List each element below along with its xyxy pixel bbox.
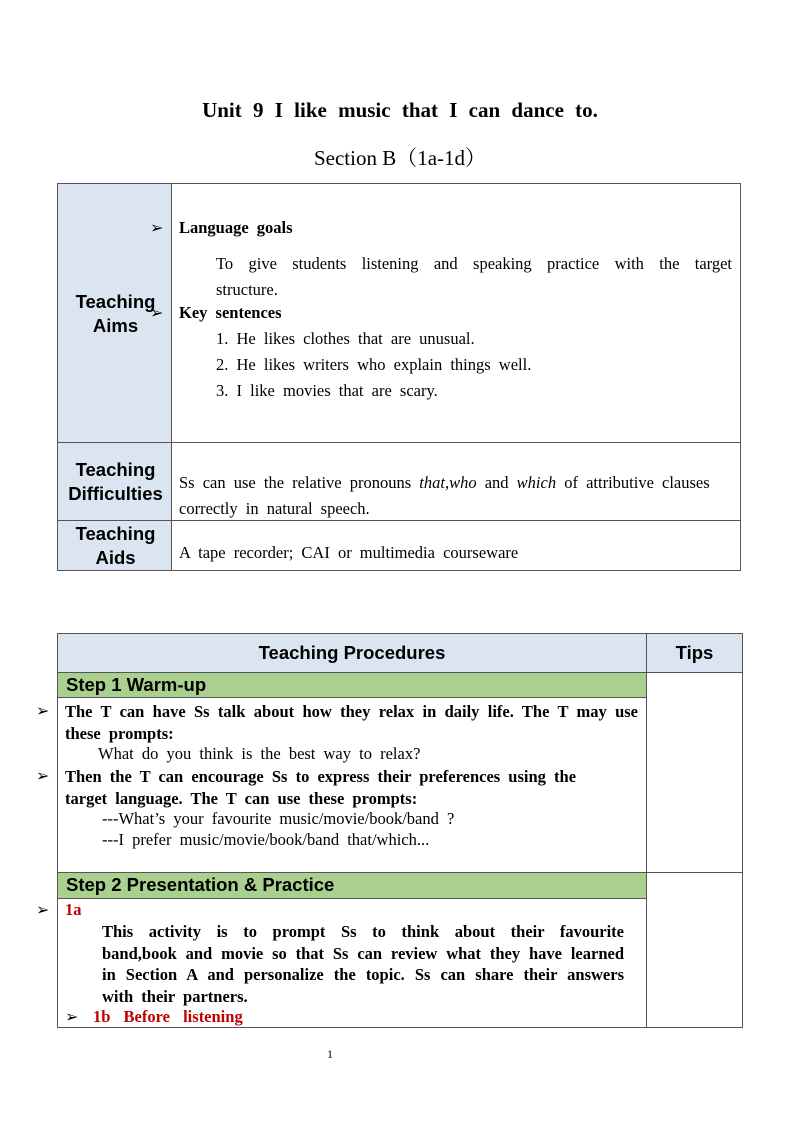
language-goals-text: To give students listening and speaking practice with the target structure. (216, 254, 732, 299)
page-title: Unit 9 I like music that I can dance to. (202, 98, 598, 122)
page-subtitle: Section B（1a-1d） (313, 146, 487, 170)
difficulties-text: Ss can use the relative pronouns that,who and which of attributive clauses correctly in natural speech. (179, 473, 710, 518)
step2-title: Step 2 Presentation & Practice (57, 872, 647, 899)
aims-label-line2: Aims (92, 315, 139, 336)
aims-label-line1: Teaching (75, 291, 156, 312)
key-sentence-2: 2. He likes writers who explain things well. (216, 355, 532, 374)
step1-title: Step 1 Warm-up (57, 672, 647, 698)
step2-tips-cell (646, 872, 743, 1028)
bullet-arrow-icon: ➢ (36, 703, 50, 720)
bullet-arrow-icon: ➢ (150, 220, 164, 237)
difficulties-label-line2: Difficulties (68, 483, 163, 504)
language-goals-heading: Language goals (179, 218, 293, 237)
tips-header-cell (646, 633, 743, 673)
aids-label-line1: Teaching (75, 523, 156, 544)
pronoun-that: that (419, 473, 445, 492)
step1-prompt2: ---What’s your favourite music/movie/book/band ? (102, 809, 455, 828)
difficulties-label-cell (57, 442, 172, 521)
bullet-arrow-icon: ➢ (65, 1009, 79, 1026)
step2-sub1-text: This activity is to prompt Ss to think about their favourite band,book and movie so that Ss can review what they have learned in Section A and personalize the topic. Ss can share their answers with their partners. (102, 922, 624, 1006)
procedures-header: Teaching Procedures (258, 642, 446, 663)
tips-header: Tips (675, 642, 714, 663)
aids-text: A tape recorder; CAI or multimedia courseware (179, 543, 519, 562)
key-sentences-heading: Key sentences (179, 303, 282, 322)
difficulties-label-line1: Teaching (75, 459, 156, 480)
procedures-header-cell (57, 633, 647, 673)
bullet-arrow-icon: ➢ (36, 768, 50, 785)
bullet-arrow-icon: ➢ (36, 902, 50, 919)
step2-sub1-label: 1a (65, 900, 82, 919)
page-number: 1 (327, 1047, 333, 1061)
pronoun-which: which (516, 473, 557, 492)
key-sentence-1: 1. He likes clothes that are unusual. (216, 329, 475, 348)
step1-prompt3: ---I prefer music/movie/book/band that/which... (102, 830, 430, 849)
key-sentence-3: 3. I like movies that are scary. (216, 381, 438, 400)
bullet-arrow-icon: ➢ (150, 305, 164, 322)
step1-bullet1: The T can have Ss talk about how they relax in daily life. The T may use these prompts: (65, 702, 638, 743)
aids-label-cell (57, 520, 172, 571)
step1-bullet2: Then the T can encourage Ss to express their preferences using the target language. The T can use these prompts: (65, 767, 577, 808)
aids-label-line2: Aids (95, 547, 136, 568)
step2-sub2-label: 1b Before listening (93, 1007, 243, 1026)
pronoun-who: who (449, 473, 477, 492)
step1-tips-cell (646, 672, 743, 873)
step1-prompt1: What do you think is the best way to relax? (98, 744, 421, 763)
